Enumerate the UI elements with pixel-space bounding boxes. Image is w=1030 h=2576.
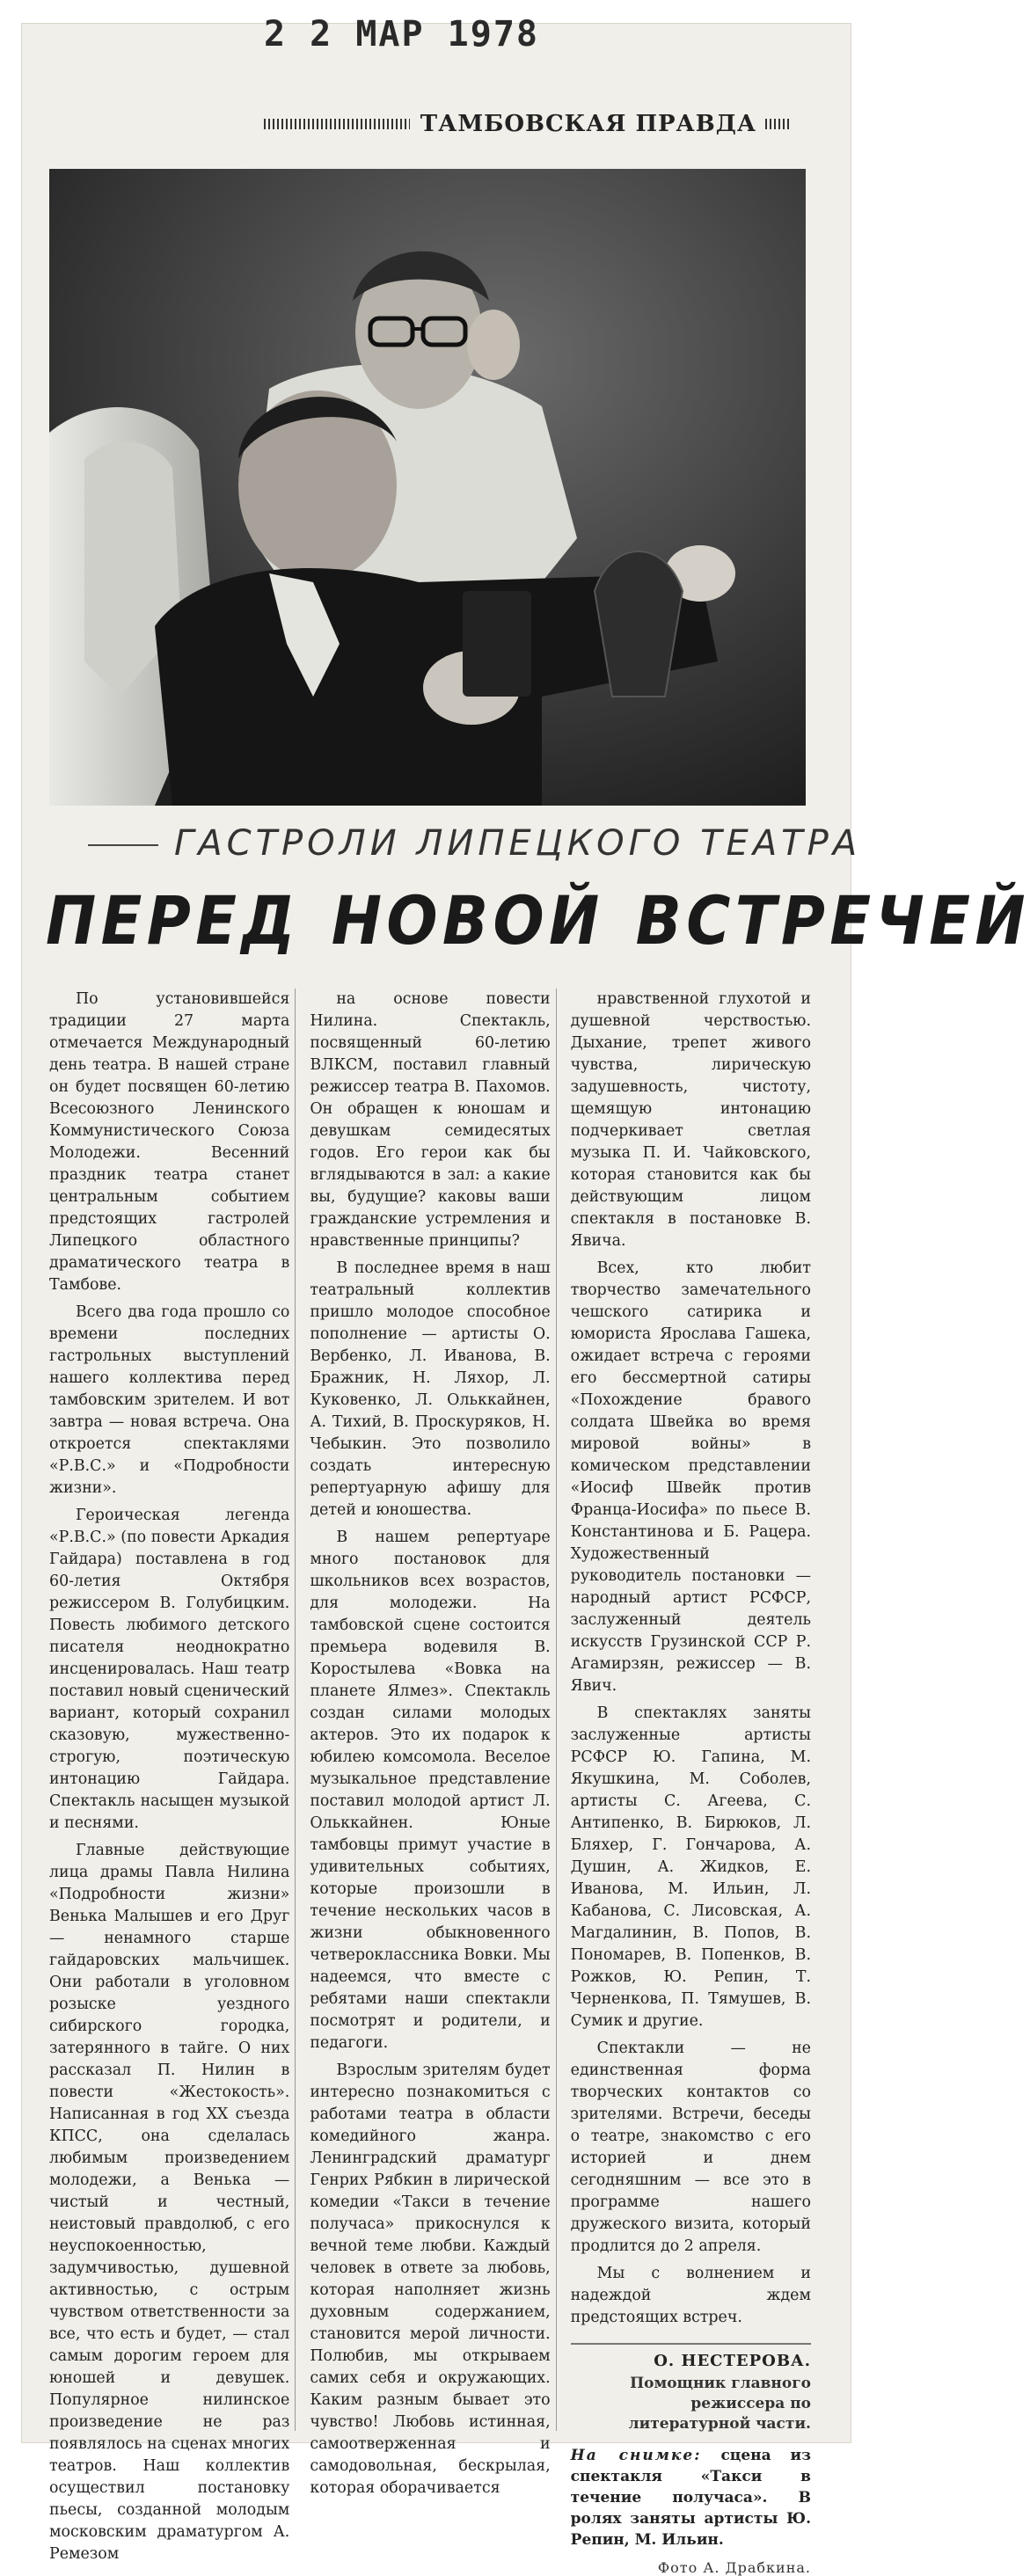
masthead-rule-left [264, 119, 410, 129]
paragraph: По установившейся традиции 27 марта отмечается Международный день театра. В нашей стране он будет посвящен 60-летию Всесоюзного Ленинского Коммунистического Союза Молодежи. Весенний праздник театра станет центральным событием предстоящих гастролей Липецкого областного драматического театра в Тамбове. [49, 990, 290, 1294]
headline-word: ПЕРЕД [46, 881, 300, 960]
stage-photo [49, 169, 806, 806]
paragraph: Всех, кто любит творчество замечательного чешского сатирика и юмориста Ярослава Гашека, ожидает встреча с героями его бессмертной сатиры «Похождение бравого солдата Швейка во время мировой войны» в комическом представлении «Иосиф Швейк против Франца-Иосифа» по пьесе В. Константинова и Б. Рацера. Художественный руководитель постановки — народный артист РСФСР, заслуженный деятель искусств Грузинской ССР Р. Агамирзян, режиссер — В. Явич. [570, 1259, 811, 1695]
column-3 [570, 989, 811, 2576]
photo-caption [571, 2445, 811, 2550]
column-2 [310, 989, 556, 2497]
signature-rule [571, 2343, 811, 2345]
paragraph: Взрослым зрителям будет интересно познакомиться с работами театра в области комедийного жанра. Ленинградский драматург Генрих Рябкин в лирической комедии «Такси в течение получаса» прикоснулся к вечной теме любви. Каждый человек в ответе за любовь, которая наполняет жизнь духовным содержанием, становится мерой личности. Полюбив, мы открываем самих себя и окружающих. Каким разным бывает это чувство! Любовь истинная, самоотверженная и самодовольная, бескрылая, которая оборачивается [310, 2062, 551, 2497]
paragraph: В последнее время в наш театральный коллектив пришло молодое способное пополнение — артисты О. Вербенко, Л. Иванова, В. Бражник, Н. Ляхор, Л. Куковенко, Л. Ольккайнен, А. Тихий, В. Проскуряков, Н. Чебыкин. Это позволило создать интересную репертуарную афишу для детей и юношества. [310, 1259, 551, 1519]
caption-text: сцена из спектакля «Такси в течение получаса». В ролях заняты артисты Ю. Репин, М. Ильин. [570, 2447, 811, 2549]
paragraph: Мы с волнением и надеждой ждем предстоящих встреч. [570, 2265, 811, 2326]
paragraph: Спектакли — не единственная форма творческих контактов со зрителями. Встречи, беседы о театре, знакомство с его историей и днем сегодняшним — все это в программе нашего дружеского визита, который продлится до 2 апреля. [570, 2040, 811, 2255]
masthead [264, 102, 792, 146]
paragraph: нравственной глухотой и душевной черствостью. Дыхание, трепет живого чувства, лирическую задушевность, чистоту, щемящую интонацию подчеркивает светлая музыка П. И. Чайковского, которая становится как бы действующим лицом спектакля в постановке В. Явича. [570, 990, 811, 1250]
caption-lead: На снимке: [570, 2447, 702, 2464]
paragraph: Всего два года прошло со времени последних гастрольных выступлений нашего коллектива перед тамбовским зрителем. И вот завтра — новая встреча. Она откроется спектаклями «Р.В.С.» и «Подробности жизни». [49, 1303, 290, 1497]
author-name: О. НЕСТЕРОВА. [654, 2352, 811, 2370]
headline-word: ВСТРЕЧЕЙ [635, 881, 1030, 960]
author-position: Помощник главного режиссера по литературной части. [628, 2375, 811, 2433]
masthead-rule-right [765, 119, 792, 129]
date-stamp: 2 2 МАР 1978 [264, 14, 539, 55]
article-body [49, 989, 811, 2576]
paragraph: В спектаклях заняты заслуженные артисты РСФСР Ю. Гапина, М. Якушкина, М. Соболев, артисты С. Агеева, С. Антипенко, В. Бирюков, Л. Бляхер, Г. Гончарова, А. Душин, А. Жидков, Е. Иванова, М. Ильин, Л. Кабанова, С. Лисовская, А. Магдалинин, В. Попов, В. Пономарев, В. Попенков, В. Рожков, Ю. Репин, Т. Черненкова, П. Тямушев, В. Сумик и другие. [570, 1704, 811, 2030]
stage-photo-drawing [49, 169, 806, 806]
paragraph: Героическая легенда «Р.В.С.» (по повести Аркадия Гайдара) поставлена в год 60-летия Октября режиссером В. Голубицким. Повесть любимого детского писателя неоднократно инсценировалась. Наш театр поставил новый сценический вариант, который сохранил сказовую, мужественно-строгую, поэтическую интонацию Гайдара. Спектакль насыщен музыкой и песнями. [49, 1507, 290, 1832]
paragraph: Главные действующие лица драмы Павла Нилина «Подробности жизни» Венька Малышев и его Друг — ненамного старше гайдаровских мальчишек. Они работали в уголовном розыске уездного сибирского городка, затерянного в тайге. О них рассказал П. Нилин в повести «Жестокость». Написанная в год XX съезда КПСС, она сделалась любимым произведением молодежи, а Венька — чистый и честный, неистовый правдолюб, с его неуспокоенностью, задумчивостью, душевной активностью, с острым чувством ответственности за все, что есть и будет, — стал самым дорогим героем для юношей и девушек. Популярное нилинское произведение не раз появлялось на сценах многих театров. Наш коллектив осуществил постановку пьесы, созданной молодым московским драматургом А. Ремезом [49, 1842, 290, 2563]
rubric-heading: ГАСТРОЛИ ЛИПЕЦКОГО ТЕАТРА [88, 823, 818, 876]
article-headline [46, 881, 1030, 978]
paragraph: В нашем репертуаре много постановок для школьников всех возрастов, для молодежи. На тамбовской сцене состоится премьера водевиля В. Коростылева «Вовка на планете Ялмез». Спектакль создан силами молодых актеров. Это их подарок к юбилею комсомола. Веселое музыкальное представление поставил молодой артист Л. Ольккайнен. Юные тамбовцы примут участие в удивительных событиях, которые произошли в течение нескольких часов в жизни обыкновенного четвероклассника Вовки. Мы надеемся, что вместе с ребятами наши спектакли посмотрят и родители, и педагоги. [310, 1529, 551, 2052]
column-1 [49, 989, 296, 2563]
paragraph: на основе повести Нилина. Спектакль, посвященный 60-летию ВЛКСМ, поставил главный режиссер театра В. Пахомов. Он обращен к юношам и девушкам семидесятых годов. Его герои как бы вглядываются в зал: а какие вы, будущие? каковы ваши гражданские устремления и нравственные принципы? [310, 990, 551, 1250]
headline-word: НОВОЙ [331, 881, 604, 960]
newspaper-name: ТАМБОВСКАЯ ПРАВДА [420, 111, 756, 137]
photo-credit: Фото А. Драбкина. [657, 2559, 811, 2576]
